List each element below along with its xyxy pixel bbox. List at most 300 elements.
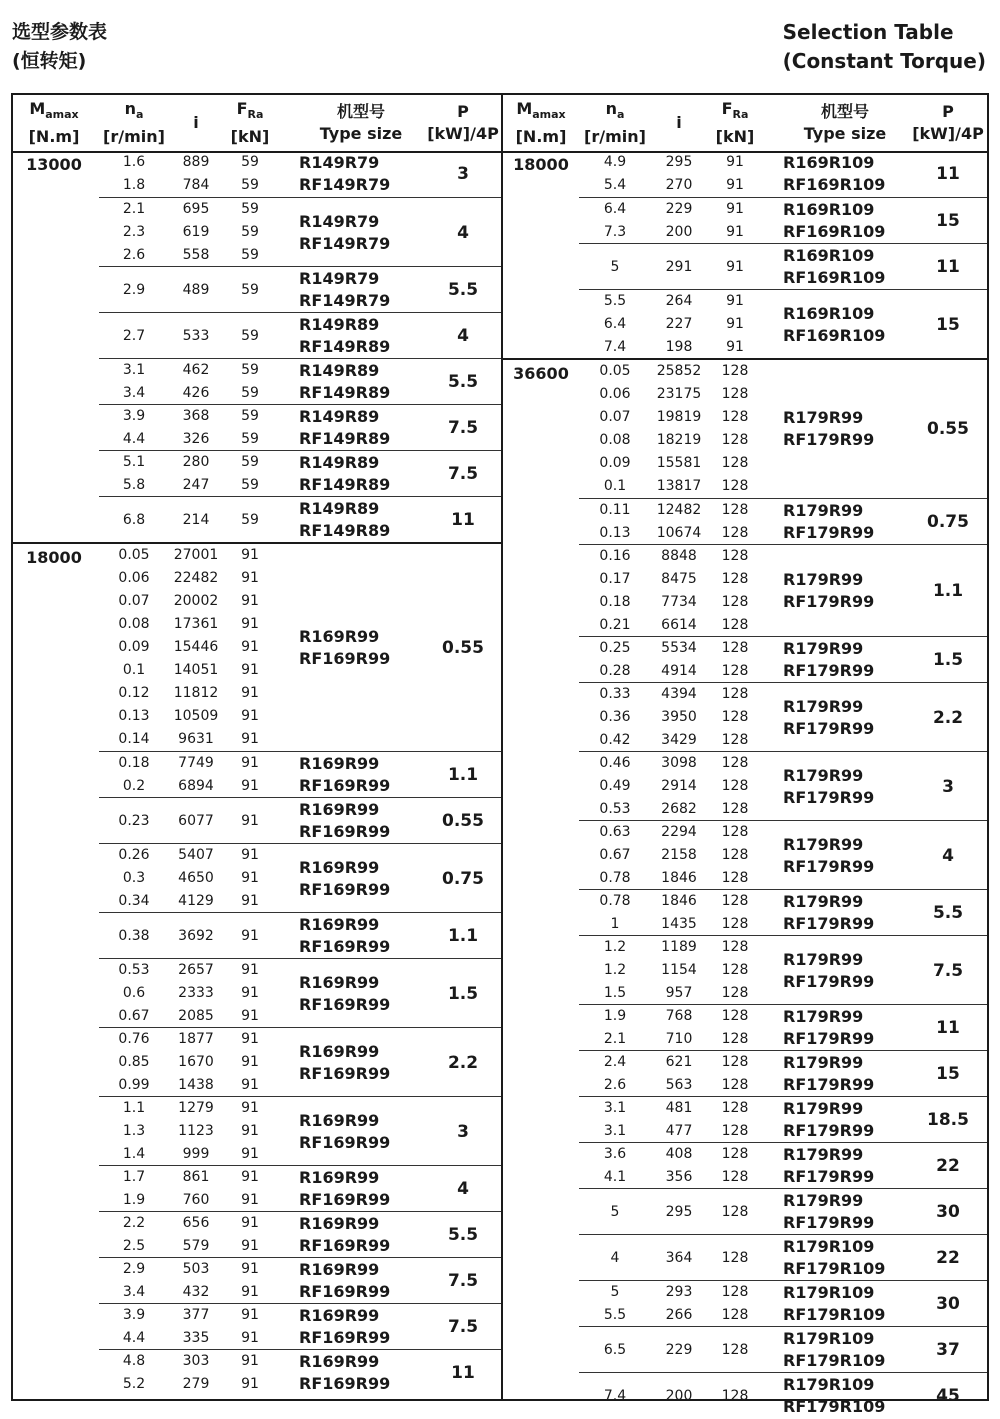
speed-cell: 2.7 (122, 327, 146, 344)
power-cell: 11 (936, 164, 960, 184)
ratio-cell: 8848 (661, 548, 697, 564)
header-fra-subscript: Ra (247, 108, 264, 122)
type-size-label: R179R99 (783, 892, 864, 911)
radial-load-cell: 128 (721, 916, 749, 932)
type-size-label: R149R89 (299, 407, 380, 426)
title-en-sub: (Constant Torque) (782, 49, 986, 73)
selection-block (99, 843, 501, 913)
speed-cell: 0.06 (118, 570, 150, 586)
speed-cell: 2.6 (603, 1077, 627, 1093)
type-size-label: R169R99 (299, 857, 380, 877)
speed-cell: 0.34 (118, 893, 150, 909)
power-cell: 1.5 (447, 983, 479, 1004)
type-size-label: R179R99 (783, 639, 864, 658)
radial-load-cell: 91 (241, 593, 259, 609)
type-size-label: R169R99 (299, 800, 380, 819)
header-na-main: n (124, 98, 136, 118)
ratio-cell: 368 (182, 408, 210, 424)
ratio-cell: 710 (665, 1031, 693, 1047)
type-size-label: RF149R89 (299, 383, 391, 402)
header-type-size-line-2: Type size (319, 124, 403, 143)
radial-load-cell: 128 (721, 617, 749, 633)
radial-load-cell: 91 (241, 962, 259, 978)
type-size-label: RF179R99 (783, 1075, 875, 1094)
speed-cell: 0.18 (599, 594, 631, 610)
type-size-label: R169R99 (299, 1352, 380, 1371)
selection-block (579, 1142, 987, 1189)
radial-load-cell: 91 (241, 1100, 259, 1116)
ratio-cell: 426 (182, 385, 210, 401)
type-size-label: R179R99 (783, 1053, 864, 1072)
ratio-cell: 619 (182, 224, 210, 240)
radial-load-cell: 128 (721, 985, 749, 1001)
selection-block (99, 1165, 501, 1212)
ratio-cell: 9631 (178, 731, 214, 747)
speed-cell: 0.78 (599, 870, 631, 886)
ratio-cell: 1846 (661, 893, 697, 909)
ratio-cell: 3429 (661, 732, 697, 748)
header-mamax-unit: [N.m] (28, 127, 80, 147)
radial-load-cell: 128 (721, 663, 749, 679)
ratio-cell: 621 (665, 1054, 693, 1070)
ratio-cell: 784 (182, 177, 210, 193)
ratio-cell: 266 (665, 1307, 693, 1323)
type-size-label: RF179R99 (783, 430, 875, 449)
type-size-label: R169R99 (299, 972, 380, 992)
type-size-label: RF179R99 (783, 1167, 875, 1186)
selection-block (99, 1211, 501, 1258)
speed-cell: 0.11 (599, 502, 631, 518)
header-mamax-symbol (29, 98, 78, 126)
ratio-cell: 12482 (656, 502, 702, 518)
ratio-cell: 558 (182, 247, 210, 263)
type-size-cell (783, 1373, 907, 1419)
header-power (907, 95, 989, 151)
type-size-label: RF169R109 (783, 175, 886, 194)
header-mamax-subscript: amax (532, 108, 566, 122)
ratio-cell: 264 (665, 293, 693, 309)
radial-load-cell: 59 (241, 362, 259, 378)
power-cell: 5.5 (447, 372, 479, 392)
ratio-cell: 20002 (173, 593, 219, 609)
speed-cell: 0.26 (118, 847, 150, 863)
table-body (13, 151, 501, 1399)
ratio-cell: 303 (182, 1353, 210, 1369)
type-size-label: RF149R89 (299, 475, 391, 494)
ratio-cell: 326 (182, 431, 210, 447)
type-size-label: R179R99 (783, 501, 864, 520)
table-body (503, 151, 987, 1416)
radial-load-cell: 91 (241, 1376, 259, 1392)
ratio-cell: 999 (182, 1146, 210, 1162)
speed-cell: 0.14 (118, 731, 150, 747)
radial-load-cell: 59 (241, 281, 259, 298)
radial-load-cell: 128 (721, 594, 749, 610)
radial-load-cell: 128 (721, 640, 749, 656)
ratio-cell: 2682 (661, 801, 697, 817)
power-cell: 11 (936, 257, 960, 277)
type-size-label: R149R79 (299, 153, 380, 172)
radial-load-cell: 128 (721, 1146, 749, 1162)
table-header (13, 95, 501, 153)
ratio-cell: 5534 (661, 640, 697, 656)
ratio-cell: 4129 (178, 893, 214, 909)
speed-cell: 0.07 (599, 409, 631, 425)
selection-block (579, 820, 987, 890)
speed-cell: 0.23 (118, 812, 150, 829)
ratio-cell: 15446 (173, 639, 219, 655)
ratio-cell: 270 (665, 177, 693, 193)
ratio-cell: 27001 (173, 547, 219, 563)
ratio-cell: 280 (182, 454, 210, 470)
header-type-size (783, 95, 907, 151)
type-size-label: R169R109 (783, 246, 875, 265)
speed-cell: 1.7 (122, 1169, 146, 1185)
ratio-cell: 1189 (661, 939, 697, 955)
type-size-label: R169R99 (299, 626, 380, 646)
type-size-label: R169R109 (783, 153, 875, 172)
radial-load-cell: 59 (241, 511, 259, 528)
header-type-size-line-1: 机型号 (336, 102, 385, 121)
type-size-cell (299, 1212, 423, 1258)
type-size-label: RF179R99 (783, 787, 875, 807)
radial-load-cell: 59 (241, 247, 259, 263)
type-size-label: RF179R109 (783, 1259, 886, 1278)
speed-cell: 0.13 (599, 525, 631, 541)
type-size-cell (299, 359, 423, 405)
ratio-cell: 2085 (178, 1008, 214, 1024)
title-right (783, 18, 986, 76)
speed-cell: 2.6 (122, 247, 146, 263)
ratio-cell: 279 (182, 1376, 210, 1392)
type-size-cell (299, 752, 423, 798)
type-size-cell (783, 244, 907, 290)
header-fra-unit: [kN] (230, 127, 270, 147)
radial-load-cell: 91 (241, 731, 259, 747)
ratio-cell: 462 (182, 362, 210, 378)
power-cell: 37 (936, 1340, 960, 1360)
radial-load-cell: 59 (241, 177, 259, 193)
header-fra (707, 95, 763, 151)
speed-cell: 0.09 (599, 455, 631, 471)
radial-load-cell: 91 (241, 893, 259, 909)
selection-block (99, 312, 501, 359)
speed-cell: 0.1 (603, 478, 627, 494)
radial-load-cell: 128 (721, 1077, 749, 1093)
type-size-cell (783, 683, 907, 752)
speed-cell: 5.2 (122, 1376, 146, 1392)
speed-cell: 6.5 (603, 1341, 627, 1358)
speed-cell: 0.18 (118, 755, 150, 771)
header-fra-unit: [kN] (715, 127, 755, 147)
radial-load-cell: 91 (241, 708, 259, 724)
speed-cell: 3.9 (122, 408, 146, 424)
ratio-cell: 227 (665, 316, 693, 332)
radial-load-cell: 128 (721, 1387, 749, 1404)
power-cell: 0.75 (442, 868, 484, 889)
ratio-cell: 2158 (661, 847, 697, 863)
radial-load-cell: 91 (241, 1330, 259, 1346)
radial-load-cell: 91 (241, 1261, 259, 1277)
type-size-label: RF169R109 (783, 268, 886, 287)
speed-cell: 5.5 (603, 293, 627, 309)
radial-load-cell: 91 (241, 1169, 259, 1185)
type-size-label: R179R99 (783, 570, 864, 589)
ratio-cell: 408 (665, 1146, 693, 1162)
header-fra-symbol (722, 98, 749, 126)
power-cell: 3 (457, 164, 469, 184)
header-power-line-2: [kW]/4P (427, 124, 499, 143)
speed-cell: 0.21 (599, 617, 631, 633)
selection-block (579, 1280, 987, 1327)
speed-cell: 5.8 (122, 477, 146, 493)
type-size-label: RF169R109 (783, 325, 886, 345)
radial-load-cell: 91 (241, 1307, 259, 1323)
ratio-cell: 10674 (656, 525, 702, 541)
radial-load-cell: 128 (721, 478, 749, 494)
header-na (99, 95, 169, 151)
header-fra-subscript: Ra (732, 108, 749, 122)
header-na-symbol (606, 98, 625, 126)
power-cell: 5.5 (447, 1225, 479, 1245)
power-cell: 1.1 (932, 581, 964, 601)
speed-cell: 0.38 (118, 927, 150, 944)
type-size-label: R179R99 (783, 408, 864, 427)
radial-load-cell: 128 (721, 709, 749, 725)
radial-load-cell: 128 (721, 363, 749, 379)
moment-group (13, 542, 501, 1395)
power-cell: 11 (451, 1363, 475, 1383)
header-mamax-unit: [N.m] (515, 127, 567, 147)
ratio-cell: 7749 (178, 755, 214, 771)
ratio-cell: 356 (665, 1169, 693, 1185)
type-size-cell (299, 1350, 423, 1396)
radial-load-cell: 91 (241, 1008, 259, 1024)
ratio-cell: 229 (665, 1341, 693, 1358)
moment-group (13, 151, 501, 542)
type-size-label: RF169R99 (299, 648, 391, 668)
power-cell: 0.55 (442, 811, 484, 831)
speed-cell: 4.8 (122, 1353, 146, 1369)
type-size-label: R169R99 (299, 1306, 380, 1325)
power-cell: 15 (936, 1064, 960, 1084)
speed-cell: 0.42 (599, 732, 631, 748)
ratio-cell: 760 (182, 1192, 210, 1208)
ratio-cell: 477 (665, 1123, 693, 1139)
ratio-cell: 22482 (173, 570, 219, 586)
speed-cell: 0.36 (599, 709, 631, 725)
radial-load-cell: 128 (721, 1031, 749, 1047)
selection-block (99, 496, 501, 543)
type-size-label: RF179R99 (783, 914, 875, 933)
power-cell: 0.75 (927, 512, 969, 532)
selection-block (99, 404, 501, 451)
selection-block (99, 1096, 501, 1166)
radial-load-cell: 128 (721, 893, 749, 909)
speed-cell: 0.13 (118, 708, 150, 724)
speed-cell: 1.8 (122, 177, 146, 193)
ratio-cell: 4394 (661, 686, 697, 702)
speed-cell: 1.9 (603, 1008, 627, 1024)
speed-cell: 2.5 (122, 1238, 146, 1254)
selection-block (579, 636, 987, 683)
power-cell: 1.1 (447, 765, 479, 785)
speed-cell: 2.9 (122, 281, 146, 298)
title-cn: 选型参数表 (12, 21, 108, 43)
radial-load-cell: 128 (721, 525, 749, 541)
speed-cell: 3.4 (122, 385, 146, 401)
radial-load-cell: 91 (241, 985, 259, 1001)
radial-load-cell: 91 (241, 1238, 259, 1254)
selection-block (579, 1188, 987, 1235)
type-size-label: RF169R99 (299, 1236, 391, 1255)
radial-load-cell: 128 (721, 1249, 749, 1266)
speed-cell: 1 (610, 916, 620, 932)
speed-cell: 0.08 (599, 432, 631, 448)
max-torque-value: 36600 (513, 364, 569, 383)
speed-cell: 0.67 (599, 847, 631, 863)
ratio-cell: 19819 (656, 409, 702, 425)
type-size-cell (783, 360, 907, 498)
speed-cell: 2.3 (122, 224, 146, 240)
speed-cell: 2.1 (603, 1031, 627, 1047)
header-fra-symbol (237, 98, 264, 126)
power-cell: 2.2 (932, 707, 964, 728)
power-cell: 3 (457, 1121, 469, 1142)
type-size-cell (299, 1097, 423, 1166)
ratio-cell: 2333 (178, 985, 214, 1001)
type-size-label: RF149R89 (299, 429, 391, 448)
power-cell: 2.2 (447, 1052, 479, 1073)
type-size-cell (783, 1005, 907, 1051)
power-cell: 15 (936, 314, 960, 335)
radial-load-cell: 91 (241, 1123, 259, 1139)
power-cell: 4 (457, 326, 469, 346)
power-cell: 5.5 (932, 903, 964, 923)
speed-cell: 1.2 (603, 962, 627, 978)
speed-cell: 3.6 (603, 1146, 627, 1162)
radial-load-cell: 128 (721, 1307, 749, 1323)
speed-cell: 0.76 (118, 1031, 150, 1047)
ratio-cell: 17361 (173, 616, 219, 632)
ratio-cell: 11812 (173, 685, 219, 701)
ratio-cell: 335 (182, 1330, 210, 1346)
speed-cell: 1.2 (603, 939, 627, 955)
selection-block (579, 1004, 987, 1051)
type-size-label: R169R99 (299, 915, 380, 934)
radial-load-cell: 128 (721, 686, 749, 702)
speed-cell: 3.1 (603, 1123, 627, 1139)
type-size-cell (299, 913, 423, 959)
radial-load-cell: 91 (241, 1054, 259, 1070)
type-size-cell (299, 1028, 423, 1097)
ratio-cell: 377 (182, 1307, 210, 1323)
selection-block (99, 1303, 501, 1350)
type-size-label: R179R99 (783, 1145, 864, 1164)
speed-cell: 0.99 (118, 1077, 150, 1093)
selection-block (579, 751, 987, 821)
power-cell: 45 (936, 1386, 960, 1406)
radial-load-cell: 91 (241, 1077, 259, 1093)
type-size-label: RF179R99 (783, 1121, 875, 1140)
ratio-cell: 6614 (661, 617, 697, 633)
ratio-cell: 656 (182, 1215, 210, 1231)
radial-load-cell: 128 (721, 824, 749, 840)
ratio-cell: 2657 (178, 962, 214, 978)
speed-cell: 0.53 (118, 962, 150, 978)
ratio-cell: 3692 (178, 927, 214, 944)
radial-load-cell: 128 (721, 432, 749, 448)
selection-block (99, 450, 501, 497)
ratio-cell: 503 (182, 1261, 210, 1277)
ratio-cell: 198 (665, 339, 693, 355)
type-size-label: R179R109 (783, 1283, 875, 1302)
type-size-cell (783, 1143, 907, 1189)
radial-load-cell: 91 (726, 316, 744, 332)
speed-cell: 0.53 (599, 801, 631, 817)
type-size-label: R179R99 (783, 765, 864, 785)
selection-block (99, 751, 501, 798)
selection-table-left (11, 93, 503, 1401)
selection-block (579, 1234, 987, 1281)
ratio-cell: 229 (665, 201, 693, 217)
radial-load-cell: 128 (721, 1341, 749, 1358)
radial-load-cell: 91 (726, 258, 744, 275)
speed-cell: 0.08 (118, 616, 150, 632)
speed-cell: 6.4 (603, 316, 627, 332)
moment-group (503, 151, 987, 358)
type-size-cell (783, 1097, 907, 1143)
type-size-cell (299, 151, 423, 197)
type-size-label: R169R99 (299, 754, 380, 773)
radial-load-cell: 59 (241, 224, 259, 240)
radial-load-cell: 128 (721, 548, 749, 564)
type-size-label: R149R89 (299, 315, 380, 334)
type-size-label: R149R89 (299, 453, 380, 472)
header-na-symbol (125, 98, 144, 126)
type-size-label: RF179R109 (783, 1351, 886, 1370)
type-size-label: RF169R99 (299, 937, 391, 956)
selection-table-right (501, 93, 989, 1416)
ratio-cell: 200 (665, 224, 693, 240)
type-size-label: RF179R99 (783, 523, 875, 542)
type-size-label: R149R79 (299, 269, 380, 288)
ratio-cell: 4650 (178, 870, 214, 886)
radial-load-cell: 91 (241, 812, 259, 829)
type-size-label: R169R99 (299, 1041, 380, 1061)
power-cell: 7.5 (447, 418, 479, 438)
header-i (169, 95, 223, 151)
header-fra-main: F (721, 98, 733, 118)
speed-cell: 1.9 (122, 1192, 146, 1208)
type-size-label: R169R99 (299, 1214, 380, 1233)
type-size-cell (783, 151, 907, 197)
max-torque-value: 18000 (26, 548, 82, 567)
ratio-cell: 214 (182, 511, 210, 528)
type-size-label: R149R89 (299, 361, 380, 380)
radial-load-cell: 59 (241, 154, 259, 170)
radial-load-cell: 59 (241, 408, 259, 424)
type-size-label: R179R99 (783, 1191, 864, 1210)
selection-block (579, 1096, 987, 1143)
radial-load-cell: 91 (241, 547, 259, 563)
speed-cell: 3.9 (122, 1307, 146, 1323)
speed-cell: 3.1 (122, 362, 146, 378)
ratio-cell: 3950 (661, 709, 697, 725)
speed-cell: 0.06 (599, 386, 631, 402)
ratio-cell: 533 (182, 327, 210, 344)
ratio-cell: 200 (665, 1387, 693, 1404)
